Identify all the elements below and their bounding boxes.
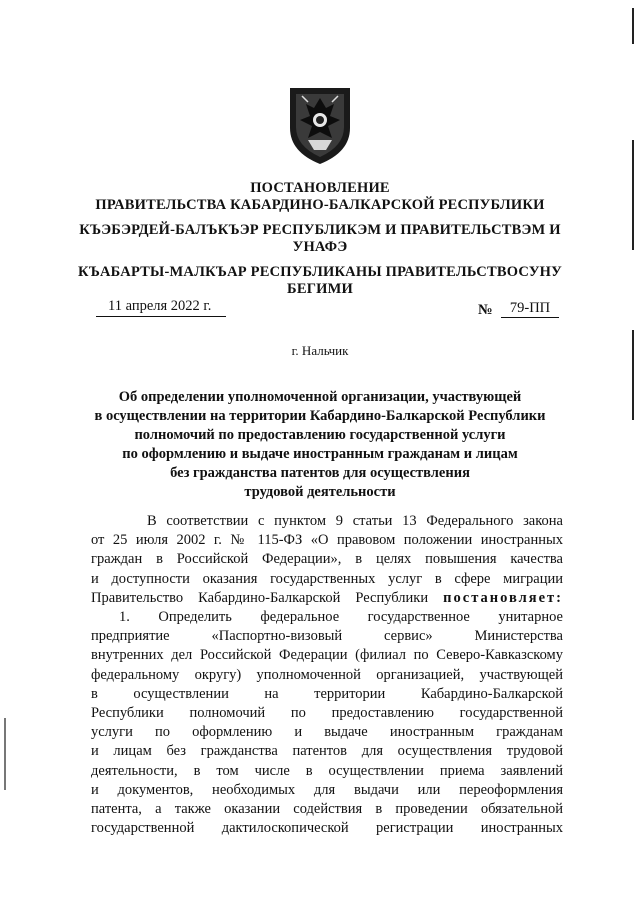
body-line: государственной дактилоскопической регистрации иностранных bbox=[91, 820, 563, 837]
scan-margin-mark bbox=[632, 330, 634, 420]
document-title bbox=[80, 388, 560, 502]
title-line: по оформлению и выдаче иностранным гражданам и лицам bbox=[122, 446, 518, 462]
body-paragraph-1 bbox=[91, 512, 563, 608]
title-line: полномочий по предоставлению государственной услуги bbox=[134, 427, 506, 443]
scan-margin-mark bbox=[4, 718, 6, 790]
title-line: без гражданства патентов для осуществления bbox=[170, 465, 470, 481]
body-line: патента, а также оказании содействия в проведении обязательной bbox=[91, 800, 563, 817]
scan-margin-mark bbox=[632, 140, 634, 250]
body-line-text: Правительство Кабардино-Балкарской Республики bbox=[91, 589, 429, 606]
body-line: 1. Определить федеральное государственное унитарное bbox=[119, 609, 563, 625]
body-line: внутренних дел Российской Федерации (филиал по Северо-Кавказскому bbox=[91, 647, 563, 664]
issuer-heading-kabardian-1: КЪЭБЭРДЕЙ-БАЛЪКЪЭР РЕСПУБЛИКЭМ И ПРАВИТЕЛЬСТВЭМ И bbox=[79, 222, 561, 238]
body-line: услуги по оформлению и выдаче иностранным гражданам bbox=[91, 724, 563, 741]
document-type-heading: ПОСТАНОВЛЕНИЕ bbox=[250, 180, 390, 196]
body-paragraph-2 bbox=[91, 608, 563, 838]
body-line: Республики полномочий по предоставлению государственной bbox=[91, 704, 563, 721]
body-line: граждан в Российской Федерации», в целях повышения качества bbox=[91, 551, 563, 568]
body-line: и доступности оказания государственных услуг в сфере миграции bbox=[91, 570, 563, 587]
scan-margin-mark bbox=[632, 8, 634, 44]
body-line bbox=[91, 589, 563, 608]
body-line: в осуществлении на территории Кабардино-Балкарской bbox=[91, 685, 563, 702]
body-line: федеральному округу) уполномоченной организацией, участвующей bbox=[91, 666, 563, 683]
body-line: от 25 июля 2002 г. № 115-ФЗ «О правовом положении иностранных bbox=[91, 532, 563, 549]
body-line: деятельности, в том числе в осуществлении приема заявлений bbox=[91, 762, 563, 779]
title-line: в осуществлении на территории Кабардино-Балкарской Республики bbox=[94, 408, 546, 424]
title-line: трудовой деятельности bbox=[244, 484, 396, 500]
document-date: 11 апреля 2022 г. bbox=[96, 297, 226, 317]
city-name: г. Нальчик bbox=[291, 343, 349, 358]
number-sign: № bbox=[478, 302, 493, 318]
body-line: В соответствии с пунктом 9 статьи 13 Федерального закона bbox=[147, 513, 563, 529]
issuer-heading-balkar-1: КЪАБАРТЫ-МАЛКЪАР РЕСПУБЛИКАНЫ ПРАВИТЕЛЬСТВОСУНУ bbox=[78, 264, 562, 280]
issuer-heading-kabardian-2: УНАФЭ bbox=[292, 239, 348, 255]
body-line: и документов, необходимых для выдачи или переоформления bbox=[91, 781, 563, 798]
document-number: 79-ПП bbox=[501, 299, 559, 318]
title-line: Об определении уполномоченной организации, участвующей bbox=[118, 389, 522, 405]
coat-of-arms-emblem bbox=[286, 82, 354, 166]
body-line: предприятие «Паспортно-визовый сервис» Министерства bbox=[91, 628, 563, 645]
body-line: и лицам без гражданства патентов для осуществления трудовой bbox=[91, 743, 563, 760]
issuer-heading-balkar-2: БЕГИМИ bbox=[287, 281, 353, 297]
resolution-verb: постановляет: bbox=[443, 589, 563, 606]
issuer-heading-russian: ПРАВИТЕЛЬСТВА КАБАРДИНО-БАЛКАРСКОЙ РЕСПУБЛИКИ bbox=[95, 197, 545, 213]
